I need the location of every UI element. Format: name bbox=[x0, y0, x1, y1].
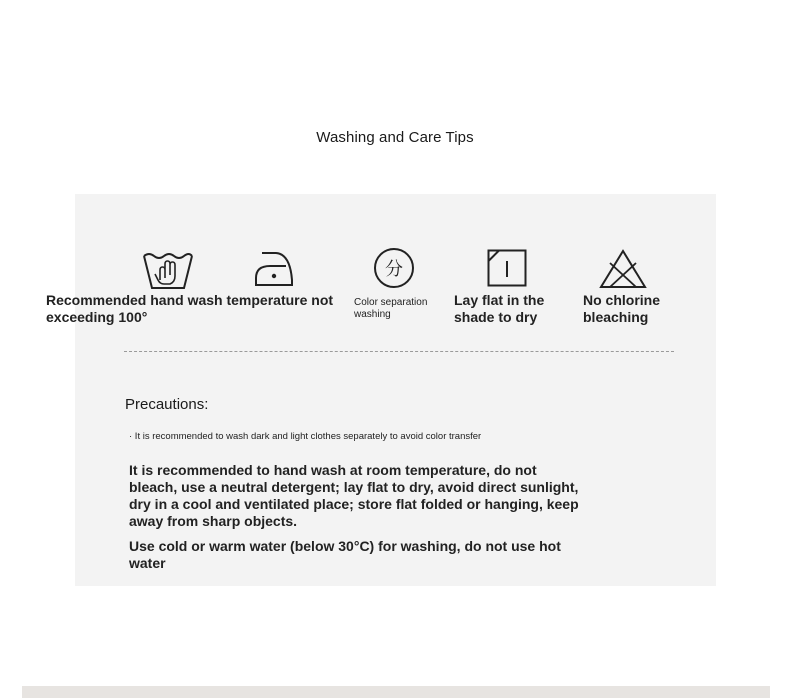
precaution-note-2: Use cold or warm water (below 30°C) for washing, do not use hot water bbox=[129, 538, 561, 571]
lay-flat-shade-dry-icon bbox=[487, 249, 527, 287]
precaution-note-1: It is recommended to hand wash at room temperature, do not bleach, use a neutral detergent; lay flat to dry, avoid direct sunlight, dry in a cool and ventilated place; store flat folded or hanging, keep away from sharp objects. bbox=[129, 462, 579, 529]
no-chlorine-bleach-icon bbox=[599, 249, 647, 289]
hand-wash-label: Recommended hand wash temperature not exceeding 100° bbox=[46, 292, 334, 325]
footer-bar bbox=[22, 686, 770, 698]
separate-wash-symbol: 分 bbox=[385, 259, 403, 280]
precautions-heading: Precautions: bbox=[125, 396, 209, 413]
page-title: Washing and Care Tips bbox=[316, 129, 474, 146]
no-chlorine-label: No chlorine bleaching bbox=[583, 292, 661, 325]
hand-wash-icon bbox=[142, 250, 194, 292]
color-separation-label: Color separation washing bbox=[354, 297, 428, 320]
iron-icon bbox=[254, 250, 294, 288]
divider bbox=[124, 351, 674, 352]
precaution-note-small: · It is recommended to wash dark and light clothes separately to avoid color transfer bbox=[129, 431, 482, 442]
lay-flat-label: Lay flat in the shade to dry bbox=[454, 292, 545, 325]
separate-wash-icon bbox=[373, 247, 415, 289]
